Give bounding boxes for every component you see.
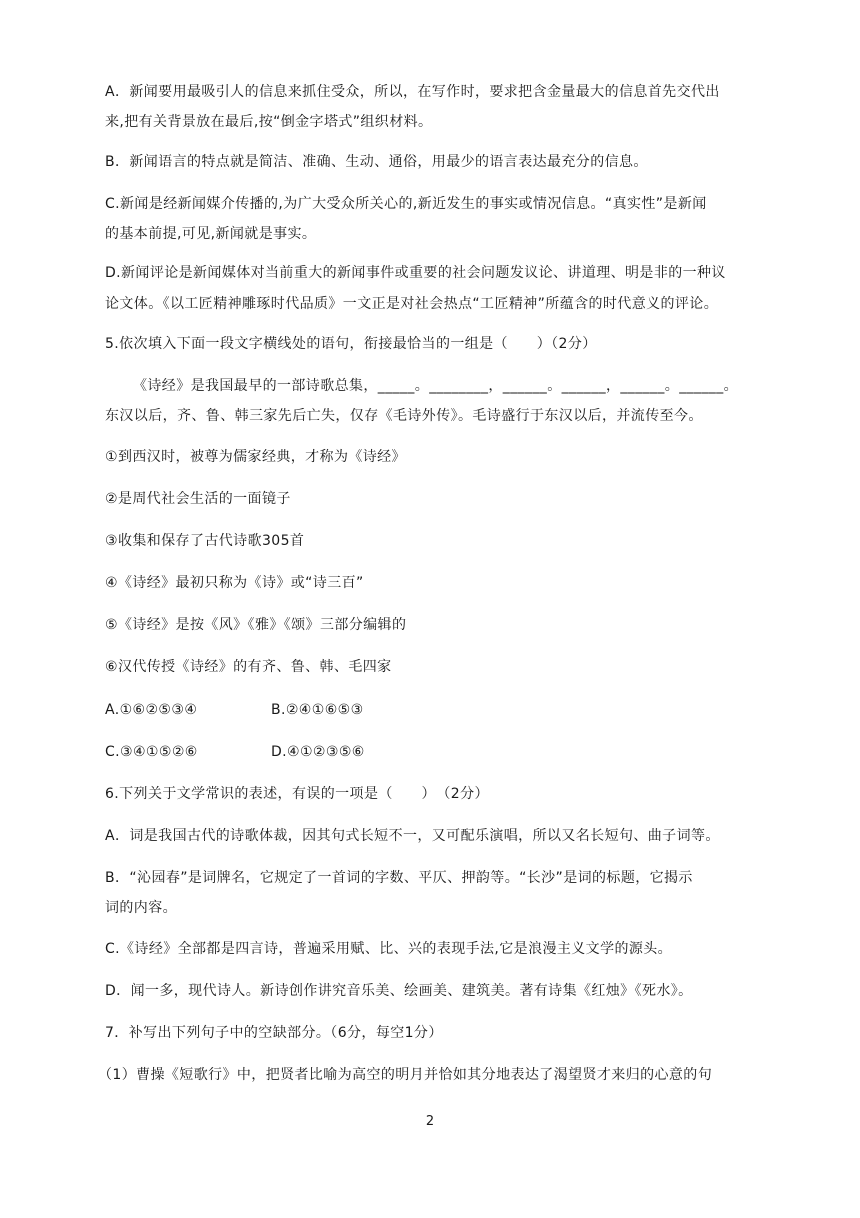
q5-choice-d: D.④①②③⑤⑥ <box>271 744 365 760</box>
q5-choices-row-1 <box>105 700 765 720</box>
q4-option-a-line-2: 来,把有关背景放在最后,按“倒金字塔式”组织材料。 <box>105 114 433 130</box>
q5-stem: 5.依次填入下面一段文字横线处的语句，衔接最恰当的一组是（ ）（2分） <box>105 336 597 352</box>
q5-sentence-4: ④《诗经》最初只称为《诗》或“诗三百” <box>105 575 364 591</box>
q5-passage-line-1: 《诗经》是我国最早的一部诗歌总集，_____。________，______。______，______。______。 <box>133 378 738 394</box>
q5-sentence-5: ⑤《诗经》是按《风》《雅》《颂》三部分编辑的 <box>105 617 407 633</box>
q7-stem: 7．补写出下列句子中的空缺部分。（6分，每空1分） <box>105 1025 443 1041</box>
q5-sentence-6: ⑥汉代传授《诗经》的有齐、鲁、韩、毛四家 <box>105 659 392 675</box>
q6-option-b-line-2: 词的内容。 <box>105 900 177 916</box>
q5-passage-line-2: 东汉以后，齐、鲁、韩三家先后亡失，仅存《毛诗外传》。毛诗盛行于东汉以后，并流传至今。 <box>105 408 703 424</box>
q5-choices-row-2 <box>105 742 765 762</box>
q6-stem: 6.下列关于文学常识的表述，有误的一项是（ ） （2分） <box>105 786 489 802</box>
q6-option-c: C.《诗经》全部都是四言诗，普遍采用赋、比、兴的表现手法,它是浪漫主义文学的源头。 <box>105 941 673 957</box>
q4-option-d-line-2: 论文体。《以工匠精神雕琢时代品质》一文正是对社会热点“工匠精神”所蕴含的时代意义的评论。 <box>105 296 719 312</box>
q5-sentence-2: ②是周代社会生活的一面镜子 <box>105 491 291 507</box>
q4-option-c-line-2: 的基本前提,可见,新闻就是事实。 <box>105 226 317 242</box>
q6-option-d: D．闻一多，现代诗人。新诗创作讲究音乐美、绘画美、建筑美。著有诗集《红烛》《死水》。 <box>105 983 693 999</box>
q4-option-a-line-1: A．新闻要用最吸引人的信息来抓住受众，所以，在写作时，要求把含金量最大的信息首先交代出 <box>105 84 720 100</box>
q5-choice-c: C.③④①⑤②⑥ <box>105 744 198 760</box>
page-number: 2 <box>425 1114 435 1129</box>
q4-option-c-line-1: C.新闻是经新闻媒介传播的,为广大受众所关心的,新近发生的事实或情况信息。“真实性”是新闻 <box>105 196 707 212</box>
q5-sentence-3: ③收集和保存了古代诗歌305首 <box>105 533 305 549</box>
q5-sentence-1: ①到西汉时，被尊为儒家经典，才称为《诗经》 <box>105 449 406 465</box>
q6-option-b-line-1: B．“沁园春”是词牌名，它规定了一首词的字数、平仄、押韵等。“长沙”是词的标题，它揭示 <box>105 870 693 886</box>
q7-item-1: （1）曹操《短歌行》中，把贤者比喻为高空的明月并恰如其分地表达了渴望贤才来归的心意的句 <box>98 1067 713 1083</box>
q5-choice-a: A.①⑥②⑤③④ <box>105 702 198 718</box>
q4-option-d-line-1: D.新闻评论是新闻媒体对当前重大的新闻事件或重要的社会问题发议论、讲道理、明是非的一种议 <box>105 265 726 281</box>
q5-choice-b: B.②④①⑥⑤③ <box>271 702 364 718</box>
q4-option-b: B．新闻语言的特点就是简洁、准确、生动、通俗，用最少的语言表达最充分的信息。 <box>105 154 648 170</box>
q6-option-a: A．词是我国古代的诗歌体裁，因其句式长短不一，又可配乐演唱，所以又名长短句、曲子词等。 <box>105 828 720 844</box>
